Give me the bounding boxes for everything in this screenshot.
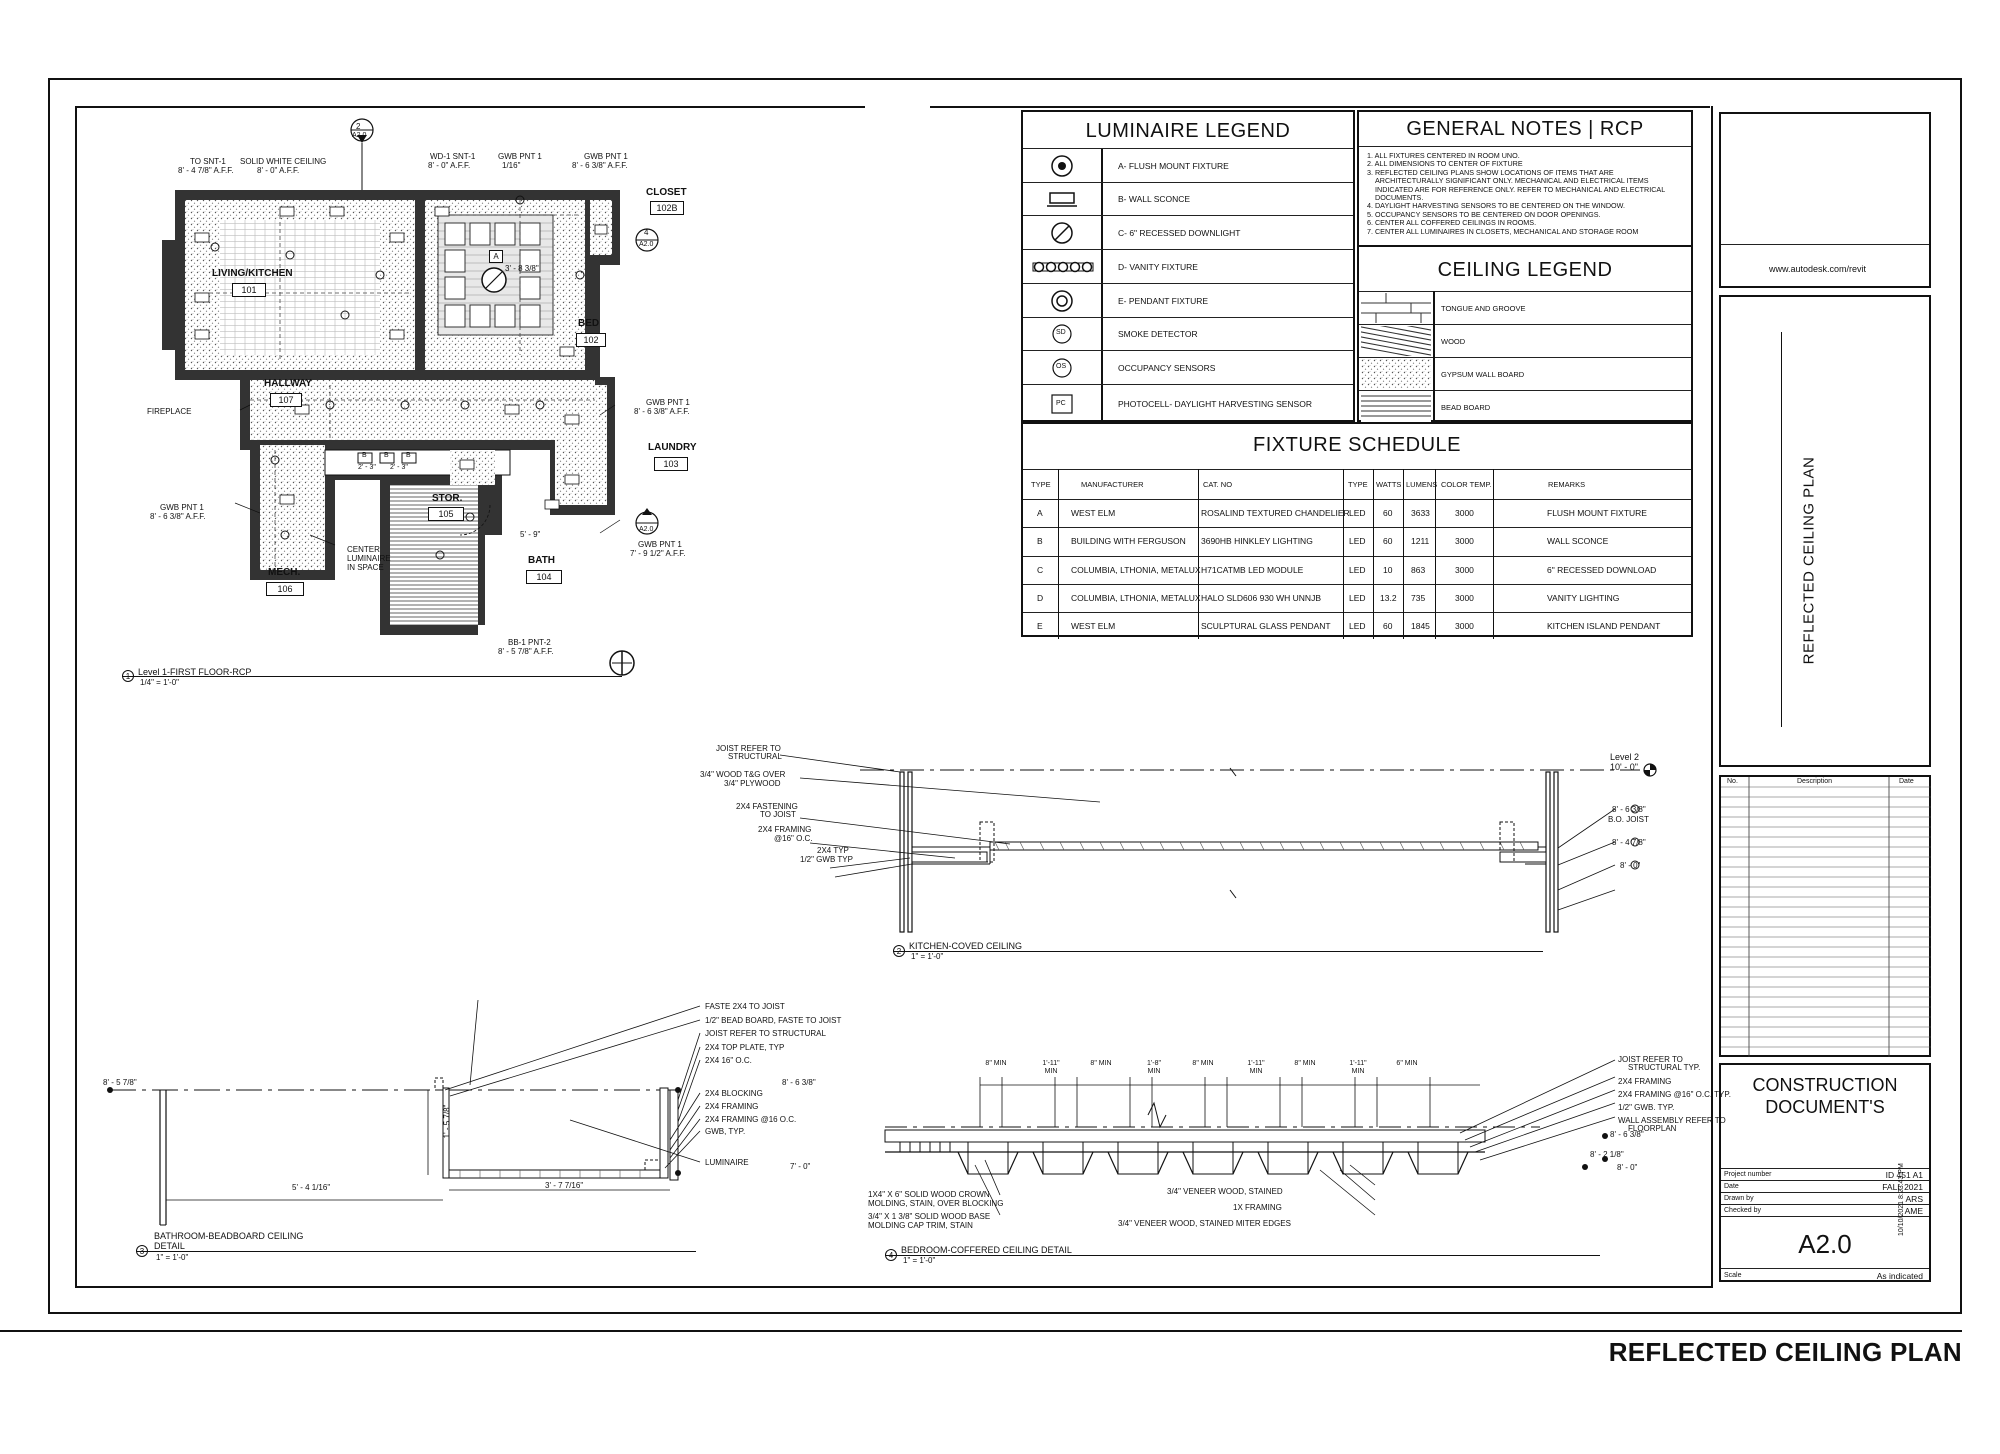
bath-dim-h2: 3' - 7 7/16" [545,1181,584,1190]
bed-caption: BEDROOM-COFFERED CEILING DETAIL [901,1245,1072,1255]
sched-head-color: COLOR TEMP. [1441,480,1492,489]
flush-mount-icon [1049,153,1075,179]
fixture-schedule [1021,422,1693,637]
plan-note-1: TO SNT-1 [190,157,226,166]
sched-a-l: 3633 [1411,508,1430,518]
kitchen-level-name: Level 2 [1610,752,1640,762]
hall-dim-1: 2' - 3" [358,464,376,471]
room-number-living: 101 [232,283,266,297]
bed-elev-1: 8' - 6 3/8" [1610,1130,1644,1139]
bed-left-note-4: MOLDING CAP TRIM, STAIN [868,1221,973,1230]
room-name-closet: CLOSET [646,187,687,198]
bed-dim-4: 1'-8" MIN [1147,1060,1161,1075]
ceiling-legend-title: CEILING LEGEND [1437,259,1613,281]
legend-item-b: B- WALL SCONCE [1118,194,1191,204]
hall-dim-2: 2' - 3" [390,464,408,471]
legend-item-c: C- 6" RECESSED DOWNLIGHT [1118,228,1241,238]
bath-note-2: 8' - 5 7/8" A.F.F. [498,647,554,656]
plan-note-7b: 8' - 6 3/8" A.F.F. [150,512,206,521]
bed-right-note-7: FLOORPLAN [1628,1124,1677,1133]
general-notes-body: 1. ALL FIXTURES CENTERED IN ROOM UNO. 2. ALL DIMENSIONS TO CENTER OF FIXTURE 3. REFLECTED CEILING PLANS SHOW LOCATIONS OF ITEMS THAT ARE ARCHITECTURALLY SIGNIFICANT ONLY. MECHANICAL AND ELECTRICAL ITEMS INDICATED ARE FOR REFERENCE ONLY. REFER TO MECHANICAL AND ELECTRICAL DOCUMENTS. 4. DAYLIGHT HARVESTING SENSORS TO BE CENTERED ON THE WINDOW. 5. OCCUPANCY SENSORS TO BE CENTERED ON DOOR OPENINGS. 6. CENTER ALL COFFERED CEILINGS IN ROOMS. 7. CENTER ALL LUMINAIRES IN CLOSETS, MECHANICAL AND STORAGE ROOM [1367,151,1666,236]
stage-line-2: DOCUMENT'S [1765,1097,1885,1117]
ceiling-item-tg: TONGUE AND GROOVE [1441,304,1526,313]
sched-b-w: 60 [1383,536,1393,546]
bed-left-note-2: MOLDING, STAIN, OVER BLOCKING [868,1199,1004,1208]
bath-caption-2: DETAIL [154,1241,185,1251]
sched-e-w: 60 [1383,621,1393,631]
title-block-frame [1711,106,1713,1288]
kitchen-note-7: 2X4 FRAMING [758,825,812,834]
bath-note-a: FASTE 2X4 TO JOIST [705,1002,785,1011]
sched-b-l: 1211 [1411,536,1430,546]
field-drawn-label: Drawn by [1724,1195,1754,1202]
callout-closet-sheet: A2.0 [639,241,654,248]
field-project-label: Project number [1724,1171,1772,1178]
revision-table [1719,775,1931,1057]
bed-dim-8: 1'-11" MIN [1349,1060,1367,1075]
bed-right-note-2: STRUCTURAL TYP. [1628,1063,1701,1072]
room-number-mech: 106 [266,582,304,596]
plan-note-5: GWB PNT 1 [584,152,628,161]
rev-head-desc: Description [1797,778,1833,785]
sched-head-watts: WATTS [1376,480,1402,489]
bath-note-c: JOIST REFER TO STRUCTURAL [705,1029,826,1038]
floor-plan [100,115,660,685]
bed-bottom-note-2: 1X FRAMING [1233,1203,1282,1212]
logo-box [1719,112,1931,288]
bed-right-note-5: 1/2" GWB. TYP. [1618,1103,1675,1112]
sched-e-c: 3000 [1455,621,1474,631]
center-note-1: CENTER [347,545,380,554]
room-name-stor: STOR. [432,493,463,504]
ceiling-legend-col [1433,291,1435,424]
sched-a-t: LED [1349,508,1366,518]
plan-note-5b: 8' - 6 3/8" A.F.F. [572,161,628,170]
room-name-mech: MECH. [268,567,301,578]
ceiling-item-bead: BEAD BOARD [1441,403,1491,412]
room-number-laundry: 103 [654,457,688,471]
bath-dim: 5' - 9" [520,530,541,539]
kitchen-elev-4: 8' - 0" [1620,861,1641,870]
bath-note-h: 2X4 FRAMING @16 O.C. [705,1115,797,1124]
room-name-bed: BED [578,318,600,329]
stage-line-1: CONSTRUCTION [1752,1075,1898,1095]
bed-dim-3: 8" MIN [1090,1060,1112,1067]
autodesk-url: www.autodesk.com/revit [1769,264,1867,274]
sched-c-mfr: COLUMBIA, LTHONIA, METALUX [1071,565,1201,575]
kitchen-note-1: JOIST REFER TO [716,744,781,753]
sched-c-cat: H71CATMB LED MODULE [1201,565,1304,575]
footer-title: REFLECTED CEILING PLAN [1608,1337,1962,1367]
bed-dim-9: 6" MIN [1396,1060,1418,1067]
plan-caption-circle: 1 [122,670,134,682]
plan-note-7: GWB PNT 1 [160,503,204,512]
bed-scale: 1" = 1'-0" [903,1256,936,1265]
sched-a-cat: ROSALIND TEXTURED CHANDELIER [1201,508,1350,518]
footer-rule [0,1330,1962,1332]
sched-c-w: 10 [1383,565,1393,575]
kitchen-note-5: 2X4 FASTENING [736,802,798,811]
bed-right-note-6: WALL ASSEMBLY REFER TO [1618,1116,1726,1125]
sheet-number: A2.0 [1798,1229,1852,1259]
room-number-bath: 104 [526,570,562,584]
kitchen-note-9: 2X4 TYP [817,846,849,855]
sched-d-r: VANITY LIGHTING [1547,593,1620,603]
fixture-tag-b-2: B [384,452,389,459]
callout-top-sheet: A2.0 [352,132,367,139]
kitchen-note-10: 1/2" GWB TYP [800,855,853,864]
legend-item-os: OCCUPANCY SENSORS [1118,363,1216,373]
sched-e-l: 1845 [1411,621,1430,631]
sched-d-t: LED [1349,593,1366,603]
plan-note-6b: 8' - 6 3/8" A.F.F. [634,407,690,416]
kitchen-caption-circle: 2 [893,945,905,957]
sched-a-w: 60 [1383,508,1393,518]
kitchen-elev-2: B.O. JOIST [1608,815,1649,824]
sched-e-r: KITCHEN ISLAND PENDANT [1547,621,1661,631]
bed-caption-circle: 4 [885,1249,897,1261]
sched-d-mfr: COLUMBIA, LTHONIA, METALUX [1071,593,1201,603]
bed-caption-rule [885,1255,1600,1256]
kitchen-caption-rule [893,951,1543,952]
fixture-schedule-title: FIXTURE SCHEDULE [1252,434,1462,456]
sched-head-manufacturer: MANUFACTURER [1081,480,1144,489]
sched-d-l: 735 [1411,593,1426,603]
ceiling-item-wood: WOOD [1441,337,1466,346]
fixture-tag-a: A [489,250,503,263]
sched-a-r: FLUSH MOUNT FIXTURE [1547,508,1647,518]
plan-note-8b: 7' - 9 1/2" A.F.F. [630,549,686,558]
luminaire-legend [1021,110,1355,422]
sched-e-mfr: WEST ELM [1071,621,1116,631]
bed-dim-7: 8" MIN [1294,1060,1316,1067]
kitchen-note-2: STRUCTURAL [728,752,782,761]
tables-top-rule [930,106,1710,108]
room-number-stor: 105 [428,507,464,521]
bath-note-1: BB-1 PNT-2 [508,638,551,647]
fireplace-label: FIREPLACE [147,407,192,416]
sched-b-t: LED [1349,536,1366,546]
swatch-gypsum [1361,359,1431,389]
room-name-hallway: HALLWAY [264,378,312,389]
center-note-3: IN SPACE [347,563,384,572]
field-checked-value: AME [1904,1206,1923,1216]
room-number-closet: 102B [650,201,684,215]
sched-e-t: LED [1349,621,1366,631]
smoke-detector-symbol: SD [1056,329,1066,336]
sched-d-cat: HALO SLD606 930 WH UNNJB [1201,593,1321,603]
bath-caption-1: BATHROOM-BEADBOARD CEILING [154,1231,304,1241]
recessed-downlight-icon [1049,220,1075,246]
bath-note-b: 1/2" BEAD BOARD, FASTE TO JOIST [705,1016,842,1025]
swatch-bead-board [1361,392,1431,422]
bath-left-elev: 8' - 5 7/8" [103,1078,137,1087]
revision-grid [1721,777,1931,1057]
bath-low-elev: 7' - 0" [790,1162,811,1171]
swatch-tongue-groove [1361,293,1431,323]
bath-dim-v: 1' - 5 7/8" [442,1104,452,1139]
sched-c-t: LED [1349,565,1366,575]
callout-top-number: 2 [356,122,361,131]
legend-col-divider [1101,148,1103,424]
wall-sconce-icon [1047,190,1077,210]
sched-b-mfr: BUILDING WITH FERGUSON [1071,536,1186,546]
sched-b-c: 3000 [1455,536,1474,546]
room-name-bath: BATH [528,555,556,566]
legend-item-pc: PHOTOCELL- DAYLIGHT HARVESTING SENSOR [1118,399,1312,409]
plan-note-2: SOLID WHITE CEILING [240,157,327,166]
legend-item-e: E- PENDANT FIXTURE [1118,296,1209,306]
sched-head-catno: CAT. NO [1203,480,1233,489]
room-name-living: LIVING/KITCHEN [212,268,293,279]
bath-note-i: GWB, TYP. [705,1127,746,1136]
fixture-a-dim: 3' - 8 3/8" [505,264,539,273]
kitchen-detail [720,740,1680,980]
bed-elev-2: 8' - 2 1/8" [1590,1150,1624,1159]
sched-head-type: TYPE [1031,480,1051,489]
field-date-label: Date [1724,1183,1739,1190]
bed-elev-3: 8' - 0" [1617,1163,1638,1172]
sheet-title-vertical: REFLECTED CEILING PLAN [1800,456,1818,665]
legend-item-a: A- FLUSH MOUNT FIXTURE [1118,161,1229,171]
field-drawn-value: ARS [1905,1194,1923,1204]
scale-label: Scale [1724,1272,1742,1279]
sched-c-l: 863 [1411,565,1426,575]
sched-head-remarks: REMARKS [1548,480,1586,489]
kitchen-level-elev: 10' - 0" [1610,762,1638,772]
bed-right-note-1: JOIST REFER TO [1618,1055,1683,1064]
bath-note-j: LUMINAIRE [705,1158,749,1167]
ceiling-item-gwb: GYPSUM WALL BOARD [1441,370,1525,379]
plan-note-6: GWB PNT 1 [646,398,690,407]
bath-caption-circle: 3 [136,1245,148,1257]
occupancy-sensor-symbol: OS [1056,363,1067,370]
bath-note-d: 2X4 TOP PLATE, TYP [705,1043,785,1052]
plan-note-1b: 8' - 4 7/8" A.F.F. [178,166,234,175]
sched-a-mfr: WEST ELM [1071,508,1116,518]
rev-head-no: No. [1727,778,1738,785]
plan-note-2b: 8' - 0" A.F.F. [257,166,300,175]
sheet-title-box [1719,295,1931,767]
sched-d-w: 13.2 [1380,593,1397,603]
kitchen-note-8: @16" O.C. [774,834,813,843]
callout-closet-number: 4 [644,228,649,237]
pendant-fixture-icon [1049,288,1075,314]
general-notes-title: GENERAL NOTES | RCP [1406,118,1644,140]
bath-note-f: 2X4 BLOCKING [705,1089,763,1098]
sched-a-c: 3000 [1455,508,1474,518]
bed-right-note-4: 2X4 FRAMING @16" O.C. TYP. [1618,1090,1731,1099]
legend-item-sd: SMOKE DETECTOR [1118,329,1198,339]
swatch-wood [1361,326,1431,356]
luminaire-legend-title: LUMINAIRE LEGEND [1085,120,1291,142]
sched-head-type2: TYPE [1348,480,1368,489]
sheet-title-rule [1781,332,1782,727]
bath-dim-h1: 5' - 4 1/16" [292,1183,331,1192]
fixture-tag-b-3: B [406,452,411,459]
bed-left-note-3: 3/4" X 1 3/8" SOLID WOOD BASE [868,1212,991,1221]
sched-head-lumens: LUMENS [1406,480,1438,489]
sched-c-c: 3000 [1455,565,1474,575]
bath-scale: 1" = 1'-0" [156,1253,189,1262]
bath-note-e: 2X4 16" O.C. [705,1056,752,1065]
field-project-value: ID 451 A1 [1885,1170,1923,1180]
kitchen-scale: 1" = 1'-0" [911,952,944,961]
plan-note-3: WD-1 SNT-1 [430,152,476,161]
sched-d-c: 3000 [1455,593,1474,603]
kitchen-caption: KITCHEN-COVED CEILING [909,941,1023,951]
sched-e-type: E [1037,621,1043,631]
general-notes [1357,110,1693,247]
bed-left-note-1: 1X4" X 6" SOLID WOOD CROWN [868,1190,990,1199]
bath-right-elev: 8' - 6 3/8" [782,1078,816,1087]
callout-laundry-sheet: A2.0 [639,526,654,533]
photocell-symbol: PC [1056,400,1066,407]
bath-note-g: 2X4 FRAMING [705,1102,759,1111]
field-checked-label: Checked by [1724,1207,1761,1214]
fixture-tag-b-1: B [362,452,367,459]
kitchen-elev-3: 8' - 4 7/8" [1612,838,1646,847]
field-date-value: FALL 2021 [1882,1182,1923,1192]
sched-e-cat: SCULPTURAL GLASS PENDANT [1201,621,1331,631]
bath-caption-rule [136,1251,696,1252]
plan-top-rule [75,106,865,108]
sched-c-r: 6" RECESSED DOWNLOAD [1547,565,1657,575]
center-note-2: LUMINAIRE [347,554,391,563]
plan-scale: 1/4" = 1'-0" [140,678,180,687]
kitchen-note-4: 3/4" PLYWOOD [724,779,781,788]
bed-dim-6: 1'-11" MIN [1247,1060,1265,1075]
sched-b-type: B [1037,536,1043,546]
kitchen-elev-1: 8' - 6 3/8" [1612,805,1646,814]
bed-dim-2: 1'-11" MIN [1042,1060,1060,1075]
bed-right-note-3: 2X4 FRAMING [1618,1077,1672,1086]
bed-bottom-note-1: 3/4" VENEER WOOD, STAINED [1167,1187,1283,1196]
ceiling-legend [1357,245,1693,422]
room-name-laundry: LAUNDRY [648,442,697,453]
sched-c-type: C [1037,565,1044,575]
scale-value: As indicated [1876,1271,1923,1281]
sched-d-type: D [1037,593,1044,603]
room-number-hallway: 107 [270,393,302,407]
room-number-bed: 102 [576,333,606,347]
plan-note-4b: 1/16" [502,161,521,170]
vanity-fixture-icon [1031,258,1095,276]
kitchen-note-3: 3/4" WOOD T&G OVER [700,770,786,779]
plan-note-4: GWB PNT 1 [498,152,542,161]
sched-b-cat: 3690HB HINKLEY LIGHTING [1201,536,1313,546]
rev-head-date: Date [1899,778,1914,785]
sched-a-type: A [1037,508,1043,518]
sched-b-r: WALL SCONCE [1547,536,1609,546]
bed-dim-1: 8" MIN [985,1060,1007,1067]
bed-bottom-note-3: 3/4" VENEER WOOD, STAINED MITER EDGES [1118,1219,1291,1228]
plan-caption: Level 1-FIRST FLOOR-RCP [138,667,252,677]
plan-note-3b: 8' - 0" A.F.F. [428,161,471,170]
plan-note-8: GWB PNT 1 [638,540,682,549]
kitchen-note-6: TO JOIST [760,810,796,819]
legend-item-d: D- VANITY FIXTURE [1118,262,1198,272]
bed-dim-5: 8" MIN [1192,1060,1214,1067]
print-timestamp: 10/10/2021 8:23:43 PM [1898,1163,1905,1236]
